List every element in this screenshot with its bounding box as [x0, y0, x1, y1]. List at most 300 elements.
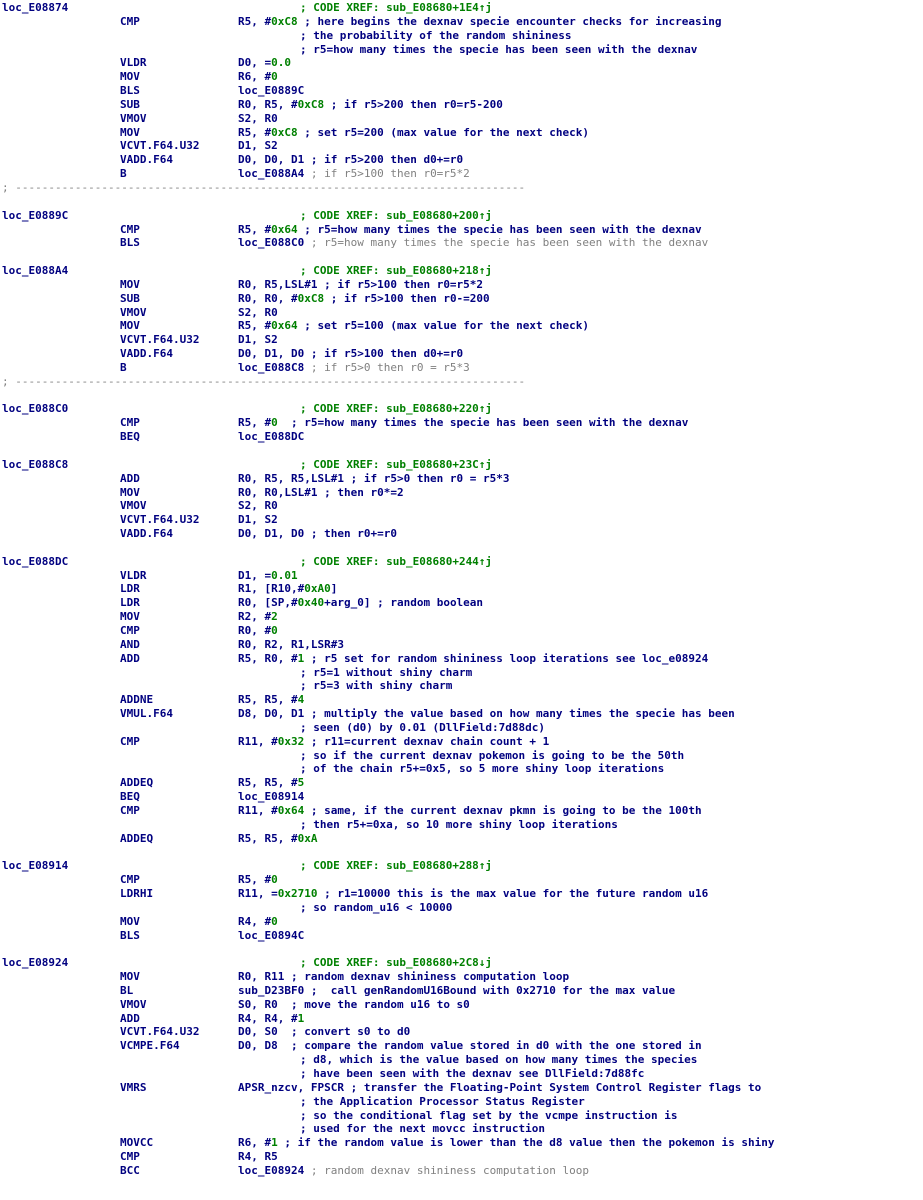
instruction-line[interactable]: [2, 596, 921, 610]
immediate-value[interactable]: 0xA: [297, 831, 318, 845]
operand-text[interactable]: R4, R5: [238, 1150, 278, 1164]
mnemonic[interactable]: LDRHI: [120, 887, 154, 900]
immediate-value[interactable]: 0.01: [271, 568, 298, 582]
immediate-value[interactable]: 0x64: [277, 803, 305, 817]
operand-text[interactable]: R5, R5, #: [238, 831, 298, 845]
operand-text[interactable]: R0, [SP,#: [238, 596, 298, 610]
operand-text[interactable]: R6, #: [238, 1136, 272, 1150]
operands[interactable]: [238, 582, 337, 596]
instruction-line[interactable]: [2, 610, 921, 624]
operands[interactable]: [238, 292, 490, 306]
immediate-value[interactable]: 0x40: [297, 596, 325, 610]
comment-line[interactable]: [2, 1067, 921, 1081]
blank-line[interactable]: [2, 195, 921, 209]
immediate-value[interactable]: 0: [271, 873, 278, 887]
operands[interactable]: [238, 416, 688, 430]
immediate-value[interactable]: 0: [271, 914, 278, 928]
comment-line[interactable]: [2, 29, 921, 43]
operand-text[interactable]: D0, S0: [238, 1025, 278, 1039]
instruction-line[interactable]: [2, 319, 921, 333]
mnemonic[interactable]: ADDNE: [120, 693, 154, 707]
instruction-line[interactable]: [2, 624, 921, 638]
immediate-value[interactable]: 1: [297, 651, 305, 665]
mnemonic[interactable]: VCMPE.F64: [120, 1039, 180, 1053]
operand-text[interactable]: R2, #: [238, 610, 272, 624]
mnemonic[interactable]: VADD.F64: [120, 153, 173, 167]
operands[interactable]: [238, 638, 344, 652]
operand-text[interactable]: loc_E088DC: [238, 430, 305, 444]
operand-text[interactable]: D1, S2: [238, 139, 278, 153]
operands[interactable]: [238, 596, 483, 610]
xref-comment[interactable]: ; CODE XREF: sub_E08680+200↑j: [300, 208, 493, 222]
operands[interactable]: [238, 887, 708, 901]
instruction-line[interactable]: [2, 1081, 921, 1095]
code-label-line[interactable]: [2, 1, 921, 15]
blank-line[interactable]: [2, 541, 921, 555]
instruction-line[interactable]: [2, 223, 921, 237]
instruction-line[interactable]: [2, 292, 921, 306]
instruction-line[interactable]: [2, 278, 921, 292]
instruction-line[interactable]: [2, 804, 921, 818]
disassembly-listing[interactable]: [2, 1, 921, 1178]
instruction-line[interactable]: [2, 236, 921, 250]
operands[interactable]: [238, 1012, 304, 1026]
instruction-line[interactable]: [2, 1136, 921, 1150]
operand-text[interactable]: R5, R5, #: [238, 776, 298, 790]
immediate-value[interactable]: 0: [271, 70, 278, 84]
mnemonic[interactable]: CMP: [120, 873, 140, 887]
comment-continuation: ; of the chain r5+=0x5, so 5 more shiny loop iterations: [300, 762, 665, 776]
operands[interactable]: [238, 486, 404, 500]
instruction-line[interactable]: [2, 15, 921, 29]
mnemonic[interactable]: B: [120, 360, 127, 374]
instruction-line[interactable]: [2, 361, 921, 375]
mnemonic[interactable]: AND: [120, 637, 140, 651]
mnemonic[interactable]: BLS: [120, 84, 140, 98]
mnemonic[interactable]: BL: [120, 983, 134, 997]
instruction-line[interactable]: [2, 582, 921, 596]
operands[interactable]: [238, 610, 278, 624]
operand-text[interactable]: D0, D0, D1: [238, 153, 305, 167]
code-label[interactable]: loc_E08924: [2, 956, 69, 970]
mnemonic[interactable]: VCVT.F64.U32: [120, 1025, 200, 1039]
operand-text[interactable]: D8, D0, D1: [238, 707, 305, 721]
mnemonic[interactable]: CMP: [120, 734, 140, 748]
instruction-line[interactable]: [2, 56, 921, 70]
operand-text[interactable]: R4, #: [238, 914, 272, 928]
mnemonic[interactable]: BEQ: [120, 790, 140, 804]
operand-text[interactable]: R6, #: [238, 70, 272, 84]
code-label[interactable]: loc_E088A4: [2, 264, 69, 278]
comment-line[interactable]: [2, 1109, 921, 1123]
xref-comment[interactable]: ; CODE XREF: sub_E08680+244↑j: [300, 554, 493, 568]
operands[interactable]: [238, 998, 470, 1012]
instruction-line[interactable]: [2, 970, 921, 984]
operand-text[interactable]: R11, #: [238, 734, 278, 748]
operand-text[interactable]: R5, R0, #: [238, 651, 298, 665]
mnemonic[interactable]: VMOV: [120, 499, 147, 513]
operand-text[interactable]: D1, =: [238, 568, 272, 582]
operands[interactable]: [238, 569, 298, 583]
mnemonic[interactable]: ADD: [120, 651, 140, 665]
xref-comment[interactable]: ; CODE XREF: sub_E08680+2C8↓j: [300, 956, 493, 970]
operands[interactable]: [238, 915, 278, 929]
comment-line[interactable]: [2, 1095, 921, 1109]
operands[interactable]: [238, 1039, 702, 1053]
immediate-value[interactable]: 2: [271, 610, 278, 624]
comment-continuation: ; used for the next movcc instruction: [300, 1122, 546, 1136]
mnemonic[interactable]: CMP: [120, 416, 140, 430]
mnemonic[interactable]: MOV: [120, 610, 140, 624]
operands[interactable]: [238, 236, 708, 250]
operand-text[interactable]: R5, #: [238, 873, 272, 887]
code-label-line[interactable]: [2, 956, 921, 970]
operand-text[interactable]: D1, S2: [238, 333, 278, 347]
instruction-line[interactable]: [2, 139, 921, 153]
comment-line[interactable]: [2, 762, 921, 776]
operands[interactable]: [238, 15, 721, 29]
operand-text[interactable]: D0, D1, D0: [238, 527, 305, 541]
operand-text[interactable]: APSR_nzcv, FPSCR: [238, 1080, 344, 1094]
instruction-line[interactable]: [2, 915, 921, 929]
immediate-value[interactable]: 0.0: [271, 56, 291, 70]
instruction-line[interactable]: [2, 153, 921, 167]
blank-line[interactable]: [2, 250, 921, 264]
blank-line[interactable]: [2, 444, 921, 458]
instruction-line[interactable]: [2, 707, 921, 721]
comment-continuation: ; so random_u16 < 10000: [300, 900, 453, 914]
operands[interactable]: [238, 624, 278, 638]
mnemonic[interactable]: CMP: [120, 14, 140, 28]
separator-line[interactable]: [2, 181, 921, 195]
operand-text[interactable]: R11, #: [238, 803, 278, 817]
immediate-value[interactable]: 0x64: [271, 319, 298, 333]
mnemonic[interactable]: MOV: [120, 319, 140, 333]
instruction-line[interactable]: [2, 472, 921, 486]
code-label-line[interactable]: [2, 264, 921, 278]
instruction-line[interactable]: [2, 416, 921, 430]
mnemonic[interactable]: VMUL.F64: [120, 707, 173, 721]
code-label[interactable]: loc_E08914: [2, 859, 69, 873]
instruction-line[interactable]: [2, 873, 921, 887]
comment-line[interactable]: [2, 721, 921, 735]
operands[interactable]: [238, 70, 278, 84]
mnemonic[interactable]: VMOV: [120, 111, 147, 125]
instruction-line[interactable]: [2, 569, 921, 583]
operands[interactable]: [238, 1136, 774, 1150]
immediate-value[interactable]: 0xC8: [271, 125, 298, 139]
blank-line[interactable]: [2, 942, 921, 956]
mnemonic[interactable]: VADD.F64: [120, 527, 173, 541]
code-label-line[interactable]: [2, 209, 921, 223]
mnemonic[interactable]: CMP: [120, 623, 140, 637]
blank-line[interactable]: [2, 389, 921, 403]
operand-text[interactable]: R5, #: [238, 222, 272, 236]
code-label-line[interactable]: [2, 555, 921, 569]
inline-comment: ; if r5>100 then d0+=r0: [304, 347, 464, 361]
operands[interactable]: [238, 430, 304, 444]
instruction-line[interactable]: [2, 638, 921, 652]
inline-comment: ; r5=how many times the specie has been seen with the dexnav: [277, 416, 689, 430]
mnemonic[interactable]: LDR: [120, 596, 140, 610]
instruction-line[interactable]: [2, 887, 921, 901]
operands[interactable]: [238, 970, 569, 984]
separator-line[interactable]: [2, 375, 921, 389]
operands[interactable]: [238, 984, 675, 998]
mnemonic[interactable]: B: [120, 167, 127, 181]
mnemonic[interactable]: CMP: [120, 1150, 140, 1164]
inline-comment: ; r11=current dexnav chain count + 1: [304, 734, 550, 748]
comment-line[interactable]: [2, 1053, 921, 1067]
operands[interactable]: [238, 790, 304, 804]
instruction-line[interactable]: [2, 790, 921, 804]
immediate-value[interactable]: 1: [297, 1011, 305, 1025]
mnemonic[interactable]: ADD: [120, 1011, 140, 1025]
mnemonic[interactable]: BCC: [120, 1163, 140, 1177]
instruction-line[interactable]: [2, 70, 921, 84]
operands[interactable]: [238, 278, 483, 292]
operand-text[interactable]: R5, #: [238, 319, 272, 333]
mnemonic[interactable]: MOV: [120, 914, 140, 928]
instruction-line[interactable]: [2, 1012, 921, 1026]
operands[interactable]: [238, 776, 304, 790]
xref-comment[interactable]: ; CODE XREF: sub_E08680+220↑j: [300, 402, 493, 416]
operands[interactable]: [238, 153, 463, 167]
operand-text[interactable]: R0, R11: [238, 970, 285, 984]
instruction-line[interactable]: [2, 98, 921, 112]
operands[interactable]: [238, 112, 278, 126]
operand-text[interactable]: R0, R5, #: [238, 97, 298, 111]
operand-text[interactable]: sub_D23BF0: [238, 983, 305, 997]
instruction-line[interactable]: [2, 832, 921, 846]
instruction-line[interactable]: [2, 126, 921, 140]
immediate-value[interactable]: 0x32: [277, 734, 305, 748]
operands[interactable]: [238, 472, 510, 486]
operand-text[interactable]: R5, #: [238, 416, 272, 430]
instruction-line[interactable]: [2, 486, 921, 500]
operands[interactable]: [238, 223, 702, 237]
code-label[interactable]: loc_E088C8: [2, 457, 69, 471]
mnemonic[interactable]: MOVCC: [120, 1136, 154, 1150]
mnemonic[interactable]: VMOV: [120, 997, 147, 1011]
operands[interactable]: [238, 98, 503, 112]
code-label[interactable]: loc_E0889C: [2, 208, 69, 222]
mnemonic[interactable]: BEQ: [120, 430, 140, 444]
instruction-line[interactable]: [2, 499, 921, 513]
operands[interactable]: [238, 1081, 761, 1095]
operands[interactable]: [238, 126, 589, 140]
operand-text[interactable]: R0, R5,LSL#1: [238, 277, 318, 291]
operand-text[interactable]: R5, R5, #: [238, 693, 298, 707]
inline-comment: ; r5=how many times the specie has been seen with the dexnav: [297, 222, 702, 236]
immediate-value[interactable]: 0xC8: [297, 291, 325, 305]
mnemonic[interactable]: VMOV: [120, 305, 147, 319]
immediate-value[interactable]: 0x64: [271, 222, 298, 236]
instruction-line[interactable]: [2, 430, 921, 444]
xref-comment[interactable]: ; CODE XREF: sub_E08680+288↑j: [300, 859, 493, 873]
instruction-line[interactable]: [2, 84, 921, 98]
operand-text[interactable]: loc_E08914: [238, 790, 305, 804]
operands[interactable]: [238, 527, 397, 541]
mnemonic[interactable]: VLDR: [120, 568, 147, 582]
operand-text[interactable]: S2, R0: [238, 499, 278, 513]
mnemonic[interactable]: SUB: [120, 291, 140, 305]
instruction-line[interactable]: [2, 929, 921, 943]
operands[interactable]: [238, 652, 708, 666]
operands[interactable]: [238, 139, 278, 153]
immediate-value[interactable]: 0: [271, 416, 278, 430]
mnemonic[interactable]: VCVT.F64.U32: [120, 513, 200, 527]
inline-comment: ; if r5>0 then r0 = r5*3: [343, 471, 510, 485]
instruction-line[interactable]: [2, 998, 921, 1012]
operands[interactable]: [238, 1150, 278, 1164]
operands[interactable]: [238, 167, 470, 181]
mnemonic[interactable]: MOV: [120, 125, 140, 139]
code-label-line[interactable]: [2, 859, 921, 873]
instruction-line[interactable]: [2, 527, 921, 541]
operands[interactable]: [238, 56, 291, 70]
operand-text[interactable]: R0, R2, R1,LSR#3: [238, 637, 344, 651]
inline-comment: ; same, if the current dexnav pkmn is going to be the 100th: [304, 803, 702, 817]
blank-line[interactable]: [2, 845, 921, 859]
operands[interactable]: [238, 832, 317, 846]
instruction-line[interactable]: [2, 333, 921, 347]
comment-line[interactable]: [2, 679, 921, 693]
operand-text[interactable]: loc_E0894C: [238, 928, 305, 942]
operands[interactable]: [238, 1025, 410, 1039]
mnemonic[interactable]: CMP: [120, 222, 140, 236]
operands[interactable]: [238, 361, 470, 375]
operand-text[interactable]: R0, R0,LSL#1: [238, 485, 318, 499]
operand-text[interactable]: R0, #: [238, 623, 272, 637]
operands[interactable]: [238, 693, 304, 707]
code-label[interactable]: loc_E088DC: [2, 554, 69, 568]
operands[interactable]: [238, 347, 463, 361]
code-label-line[interactable]: [2, 402, 921, 416]
comment-line[interactable]: [2, 749, 921, 763]
operand-text[interactable]: loc_E0889C: [238, 84, 305, 98]
immediate-value[interactable]: 4: [297, 693, 305, 707]
mnemonic[interactable]: ADDEQ: [120, 831, 154, 845]
instruction-line[interactable]: [2, 1150, 921, 1164]
operands[interactable]: [238, 306, 278, 320]
mnemonic[interactable]: VLDR: [120, 56, 147, 70]
code-label[interactable]: loc_E088C0: [2, 402, 69, 416]
immediate-value[interactable]: 5: [297, 776, 305, 790]
mnemonic[interactable]: SUB: [120, 97, 140, 111]
operand-text[interactable]: R0, R5, R5,LSL#1: [238, 471, 344, 485]
immediate-value[interactable]: 1: [271, 1136, 278, 1150]
instruction-line[interactable]: [2, 347, 921, 361]
immediate-value[interactable]: 0xC8: [297, 97, 325, 111]
operands[interactable]: [238, 707, 735, 721]
mnemonic[interactable]: MOV: [120, 277, 140, 291]
operand-text[interactable]: R11, =: [238, 887, 278, 900]
operand-text[interactable]: loc_E08924: [238, 1163, 305, 1177]
mnemonic[interactable]: MOV: [120, 70, 140, 84]
code-label-line[interactable]: [2, 458, 921, 472]
xref-comment[interactable]: ; CODE XREF: sub_E08680+218↑j: [300, 264, 493, 278]
operand-text[interactable]: R1, [R10,#: [238, 582, 305, 596]
operand-text[interactable]: R4, R4, #: [238, 1011, 298, 1025]
operand-text[interactable]: loc_E088C8: [238, 360, 305, 374]
instruction-line[interactable]: [2, 306, 921, 320]
immediate-value[interactable]: 0: [271, 623, 278, 637]
operands[interactable]: [238, 804, 702, 818]
immediate-value[interactable]: 0x2710: [277, 887, 318, 900]
comment-continuation: ; seen (d0) by 0.01 (DllField:7d88dc): [300, 720, 546, 734]
mnemonic[interactable]: VCVT.F64.U32: [120, 333, 200, 347]
operands[interactable]: [238, 319, 589, 333]
comment-line[interactable]: [2, 666, 921, 680]
instruction-line[interactable]: [2, 693, 921, 707]
mnemonic[interactable]: BLS: [120, 236, 140, 250]
mnemonic[interactable]: VADD.F64: [120, 347, 173, 361]
mnemonic[interactable]: VCVT.F64.U32: [120, 139, 200, 153]
operands[interactable]: [238, 929, 304, 943]
comment-line[interactable]: [2, 901, 921, 915]
instruction-line[interactable]: [2, 112, 921, 126]
operands[interactable]: [238, 873, 278, 887]
mnemonic[interactable]: ADDEQ: [120, 776, 154, 790]
operands[interactable]: [238, 1164, 589, 1178]
operand-text[interactable]: R5, #: [238, 125, 272, 139]
operands[interactable]: [238, 333, 278, 347]
mnemonic[interactable]: BLS: [120, 928, 140, 942]
instruction-line[interactable]: [2, 1025, 921, 1039]
operand-text[interactable]: R0, R0, #: [238, 291, 298, 305]
operand-text[interactable]: loc_E088A4: [238, 167, 305, 181]
operand-text[interactable]: S2, R0: [238, 111, 278, 125]
instruction-line[interactable]: [2, 1164, 921, 1178]
instruction-line[interactable]: [2, 984, 921, 998]
instruction-line[interactable]: [2, 735, 921, 749]
operand-text[interactable]: D0, D1, D0: [238, 347, 305, 361]
operands[interactable]: [238, 735, 549, 749]
mnemonic[interactable]: VMRS: [120, 1080, 147, 1094]
mnemonic[interactable]: ADD: [120, 471, 140, 485]
operands[interactable]: [238, 84, 304, 98]
operand-text[interactable]: S0, R0: [238, 997, 278, 1011]
operands[interactable]: [238, 513, 278, 527]
operands[interactable]: [238, 499, 278, 513]
mnemonic[interactable]: MOV: [120, 485, 140, 499]
mnemonic[interactable]: LDR: [120, 582, 140, 596]
comment-line[interactable]: [2, 43, 921, 57]
mnemonic[interactable]: MOV: [120, 970, 140, 984]
instruction-line[interactable]: [2, 167, 921, 181]
immediate-value[interactable]: 0xA0: [304, 582, 331, 596]
instruction-line[interactable]: [2, 776, 921, 790]
xref-comment[interactable]: ; CODE XREF: sub_E08680+1E4↑j: [300, 1, 493, 14]
operand-text[interactable]: D0, D8: [238, 1039, 278, 1053]
xref-comment[interactable]: ; CODE XREF: sub_E08680+23C↑j: [300, 457, 493, 471]
code-label[interactable]: loc_E08874: [2, 1, 69, 14]
operand-text[interactable]: R5, #: [238, 14, 272, 28]
instruction-line[interactable]: [2, 1039, 921, 1053]
instruction-line[interactable]: [2, 652, 921, 666]
immediate-value[interactable]: 0xC8: [271, 14, 298, 28]
operand-text[interactable]: D1, S2: [238, 513, 278, 527]
operand-text[interactable]: D0, =: [238, 56, 272, 70]
instruction-line[interactable]: [2, 513, 921, 527]
operand-text[interactable]: loc_E088C0: [238, 236, 305, 250]
comment-line[interactable]: [2, 1122, 921, 1136]
mnemonic[interactable]: CMP: [120, 803, 140, 817]
operand-text[interactable]: S2, R0: [238, 305, 278, 319]
comment-line[interactable]: [2, 818, 921, 832]
comment-continuation: ; r5=3 with shiny charm: [300, 679, 453, 693]
